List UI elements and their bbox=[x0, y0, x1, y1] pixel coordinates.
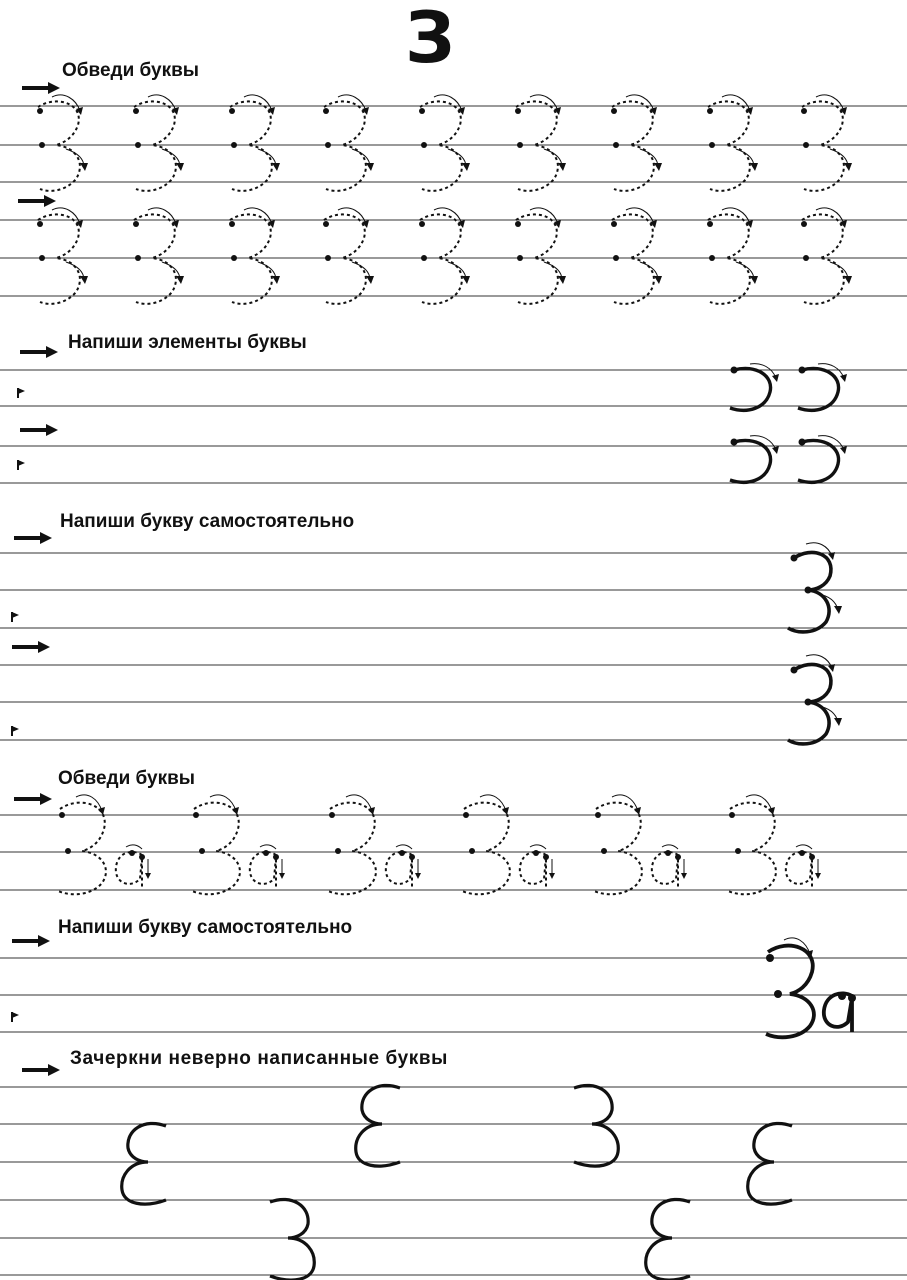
section-instruction: Напиши элементы буквы bbox=[68, 332, 307, 353]
page-title-letter: З bbox=[405, 0, 455, 79]
flag-icon bbox=[18, 460, 25, 470]
dotted-syllable bbox=[192, 795, 285, 894]
dotted-letter bbox=[515, 208, 566, 304]
write-syllable-section bbox=[0, 917, 907, 1037]
ruled-lines bbox=[0, 958, 907, 1032]
dotted-syllable bbox=[462, 795, 555, 894]
cross-out-section bbox=[0, 1048, 907, 1280]
flag-icon bbox=[12, 1012, 19, 1022]
sample-letter bbox=[788, 655, 842, 744]
sample-letter bbox=[788, 543, 842, 632]
letter-option[interactable] bbox=[356, 1085, 400, 1166]
section-instruction: Обведи буквы bbox=[58, 768, 195, 789]
dotted-letter bbox=[419, 95, 470, 191]
write-letter-section bbox=[0, 511, 907, 744]
arrow-right-icon bbox=[12, 935, 50, 947]
dotted-letter bbox=[707, 95, 758, 191]
sample-element bbox=[730, 436, 779, 483]
dotted-letter bbox=[611, 208, 662, 304]
arrow-right-icon bbox=[14, 793, 52, 805]
dotted-letter bbox=[37, 95, 88, 191]
flag-icon bbox=[12, 726, 19, 736]
dotted-letter bbox=[801, 95, 852, 191]
arrow-right-icon bbox=[12, 641, 50, 653]
dotted-letter bbox=[37, 208, 88, 304]
trace-letters-section bbox=[0, 60, 907, 304]
dotted-letter bbox=[323, 208, 374, 304]
arrow-right-icon bbox=[22, 82, 60, 94]
section-instruction: Зачеркни неверно написанные буквы bbox=[70, 1048, 449, 1069]
section-instruction: Напиши букву самостоятельно bbox=[58, 917, 353, 938]
arrow-right-icon bbox=[14, 532, 52, 544]
ruled-lines bbox=[0, 553, 907, 740]
section-instruction: Напиши букву самостоятельно bbox=[60, 511, 355, 532]
dotted-letter bbox=[515, 95, 566, 191]
dotted-syllable bbox=[728, 795, 821, 894]
dotted-letter bbox=[323, 95, 374, 191]
sample-element bbox=[730, 364, 779, 411]
dotted-syllable bbox=[594, 795, 687, 894]
dotted-letter bbox=[133, 95, 184, 191]
dotted-letter bbox=[229, 95, 280, 191]
dotted-letter bbox=[611, 95, 662, 191]
dotted-syllable bbox=[58, 795, 151, 894]
dotted-letter-row-1 bbox=[37, 95, 852, 191]
letter-option[interactable] bbox=[646, 1199, 690, 1280]
ruled-lines bbox=[0, 1087, 907, 1275]
flag-icon bbox=[12, 612, 19, 622]
dotted-letter bbox=[133, 208, 184, 304]
letter-option[interactable] bbox=[574, 1085, 618, 1166]
sample-element bbox=[798, 364, 847, 411]
dotted-syllable bbox=[328, 795, 421, 894]
dotted-letter bbox=[229, 208, 280, 304]
trace-syllables-section bbox=[0, 768, 907, 894]
dotted-letter bbox=[419, 208, 470, 304]
dotted-letter bbox=[801, 208, 852, 304]
arrow-right-icon bbox=[22, 1064, 60, 1076]
letter-option[interactable] bbox=[122, 1123, 166, 1204]
flag-icon bbox=[18, 388, 25, 398]
arrow-right-icon bbox=[20, 346, 58, 358]
letter-option[interactable] bbox=[748, 1123, 792, 1204]
sample-element bbox=[798, 436, 847, 483]
dotted-letter-row-2 bbox=[37, 208, 852, 304]
dotted-letter bbox=[707, 208, 758, 304]
section-instruction: Обведи буквы bbox=[62, 60, 199, 81]
sample-syllable bbox=[766, 938, 856, 1037]
arrow-right-icon bbox=[20, 424, 58, 436]
arrow-right-icon bbox=[18, 195, 56, 207]
letter-option[interactable] bbox=[270, 1199, 314, 1280]
write-elements-section bbox=[0, 332, 907, 483]
